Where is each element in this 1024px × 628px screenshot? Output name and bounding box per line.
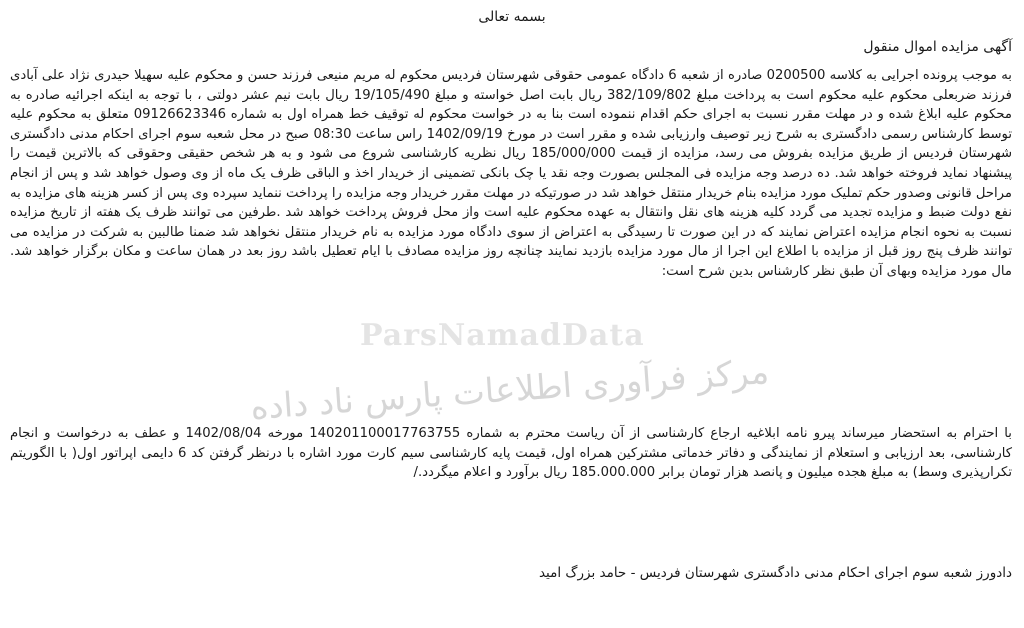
- watermark-persian: مرکز فرآوری اطلاعات پارس ناد داده: [249, 351, 771, 429]
- basmala-heading: بسمه تعالی: [478, 9, 546, 25]
- signature-line: دادورز شعبه سوم اجرای احکام مدنی دادگستری شهرستان فردیس - حامد بزرگ امید: [538, 565, 1012, 581]
- notice-body-paragraph: به موجب پرونده اجرایی به کلاسه 0200500 صادره از شعبه 6 دادگاه عمومی حقوقی شهرستان فردیس محکوم له مریم منیعی فرزند حسن و محکوم علیه سهیلا حیدری نژاد علی آبادی فرزند ضربعلی محکوم علیه محکوم است به پرداخت مبلغ 382/109/802 ریال بابت اصل خواسته و مبلغ 19/105/490 ریال بابت نیم عشر دولتی ، با توجه به اینکه اجرائیه صادره به محکوم علیه ابلاغ شده و در مهلت مقرر نسبت به اجرای حکم اقدام ننموده است بنا به در خواست محکوم له توقیف خط همراه اول به شماره 09126623346 متعلق به محکوم علیه توسط کارشناس رسمی دادگستری به شرح زیر توصیف وارزیابی شده و مقرر است در مورخ 1402/09/19 راس ساعت 08:30 صبح در محل شعبه سوم اجرای احکام مدنی دادگستری شهرستان فردیس از طریق مزایده بفروش می رسد، مزایده از قیمت 185/000/000 ریال نظریه کارشناسی شروع می شود و به هر شخص حقیقی وحقوقی که بالاترین قیمت را پیشنهاد نماید فروخته خواهد شد. ده درصد وجه مزایده فی المجلس بصورت وجه نقد یا چک بانکی تضمینی از خریدار اخذ و الباقی ظرف یک ماه از وی وصول خواهد شد و پس از انجام مراحل قانونی وصدور حکم تملیک مورد مزایده بنام خریدار منتقل خواهد شد در صورتیکه در مهلت مقرر خریدار وجه مزایده را پرداخت ننماید سپرده وی پس از کسر هزینه های مزایده به نفع دولت ضبط و مزایده تجدید می گردد کلیه هزینه های نقل وانتقال به عهده محکوم علیه است واز محل فروش پرداخت خواهد شد .طرفین می توانند ظرف یک هفته از تاریخ مزایده نسبت به نحوه انجام مزایده اعتراض نمایند که در این صورت تا رسیدگی به اعتراض از سوی دادگاه مورد مزایده به نام خریدار منتقل نخواهد شد ضمنا طالبین به شرکت در مزایده می توانند ظرف پنج روز قبل از مزایده با اطلاع این اجرا از مال مورد مزایده بازدید نمایند چنانچه روز مزایده مصادف با ایام تعطیل باشد روز بعد در همان ساعت و مکان برگزار خواهد شد. مال مورد مزایده وبهای آن طبق نظر کارشناس بدین شرح است:: [10, 68, 1012, 279]
- notice-title: آگهی مزایده اموال منقول: [863, 39, 1012, 55]
- expert-opinion-paragraph: با احترام به استحضار میرساند پیرو نامه ابلاغیه ارجاع کارشناسی از آن ریاست محترم به شماره 140201100017763755 مورخه 1402/08/04 و عطف به درخواست و انجام کارشناسی، بعد ارزیابی و استعلام از نمایندگی و دفاتر خدماتی مشترکین همراه اول، قیمت پایه کارشناسی سیم کارت مورد اشاره با درنظر گرفتن کد 6 دایمی اپراتور اول( با الگوریتم تکرارپذیری وسط) به مبلغ هجده میلیون و پانصد هزار تومان برابر 185.000.000 ریال برآورد و اعلام میگردد./: [10, 426, 1012, 481]
- watermark-latin: ParsNamadData: [360, 318, 645, 353]
